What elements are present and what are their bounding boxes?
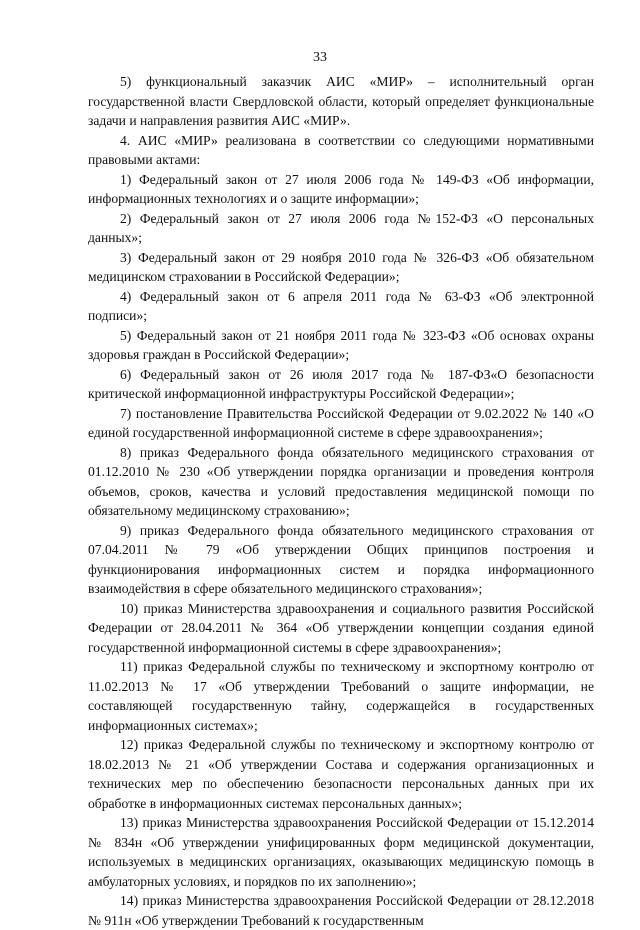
page-number: 33 (313, 50, 327, 65)
list-item-law-323: 5) Федеральный закон от 21 ноября 2011 года № 323-ФЗ «Об основах охраны здоровья граждан в Российской Федерации»; (88, 327, 594, 362)
list-item-decree-140: 7) постановление Правительства Российской Федерации от 9.02.2022 № 140 «О единой государственной информационной системе в сфере здравоохранения»; (88, 405, 594, 440)
document-body (88, 72, 594, 930)
list-item-order-911n: 14) приказ Министерства здравоохранения Российской Федерации от 28.12.2018 № 911н «Об утверждении Требований к государственным (88, 893, 594, 928)
list-item-law-187: 6) Федеральный закон от 26 июля 2017 года № 187-ФЗ«О безопасности критической информационной инфраструктуры Российской Федерации»; (88, 366, 594, 401)
list-item-order-834n: 13) приказ Министерства здравоохранения Российской Федерации от 15.12.2014 № 834н «Об утверждении унифицированных форм медицинской документации, используемых в медицинских организациях, оказывающих медицинскую помощь в амбулаторных условиях, и порядков по их заполнению»; (88, 815, 594, 889)
list-item-law-149: 1) Федеральный закон от 27 июля 2006 года № 149-ФЗ «Об информации, информационных технологиях и о защите информации»; (88, 171, 594, 206)
list-item-order-230: 8) приказ Федерального фонда обязательного медицинского страхования от 01.12.2010 № 230 «Об утверждении порядка организации и проведения контроля объемов, сроков, качества и условий предоставления медицинской помощи по обязательному медицинскому страхованию»; (88, 444, 594, 518)
list-item-order-21: 12) приказ Федеральной службы по техническому и экспортному контролю от 18.02.2013 № 21 «Об утверждении Состава и содержания организационных и технических мер по обеспечению безопасности персональных данных при их обработке в информационных системах персональных данных»; (88, 737, 594, 811)
list-item-order-79: 9) приказ Федерального фонда обязательного медицинского страхования от 07.04.2011 № 79 «Об утверждении Общих принципов построения и функционирования информационных систем и порядка информационного взаимодействия в сфере обязательного медицинского страхования»; (88, 522, 594, 596)
list-item-law-152: 2) Федеральный закон от 27 июля 2006 года №152-ФЗ «О персональных данных»; (88, 210, 594, 245)
list-item-law-326: 3) Федеральный закон от 29 ноября 2010 года № 326-ФЗ «Об обязательном медицинском страховании в Российской Федерации»; (88, 249, 594, 284)
paragraph-legal-basis-intro: 4. АИС «МИР» реализована в соответствии со следующими нормативными правовыми актами: (88, 132, 594, 167)
list-item-law-63: 4) Федеральный закон от 6 апреля 2011 года № 63-ФЗ «Об электронной подписи»; (88, 288, 594, 323)
list-item-order-17: 11) приказ Федеральной службы по техническому и экспортному контролю от 11.02.2013 № 17 «Об утверждении Требований о защите информации, не составляющей государственную тайну, содержащейся в государственных информационных системах»; (88, 659, 594, 733)
list-item-order-364: 10) приказ Министерства здравоохранения и социального развития Российской Федерации от 28.04.2011 № 364 «Об утверждении концепции создания единой государственной информационной системы в сфере здравоохранения»; (88, 600, 594, 655)
paragraph-functional-customer: 5) функциональный заказчик АИС «МИР» – исполнительный орган государственной власти Свердловской области, который определяет функциональные задачи и направления развития АИС «МИР». (88, 74, 594, 128)
